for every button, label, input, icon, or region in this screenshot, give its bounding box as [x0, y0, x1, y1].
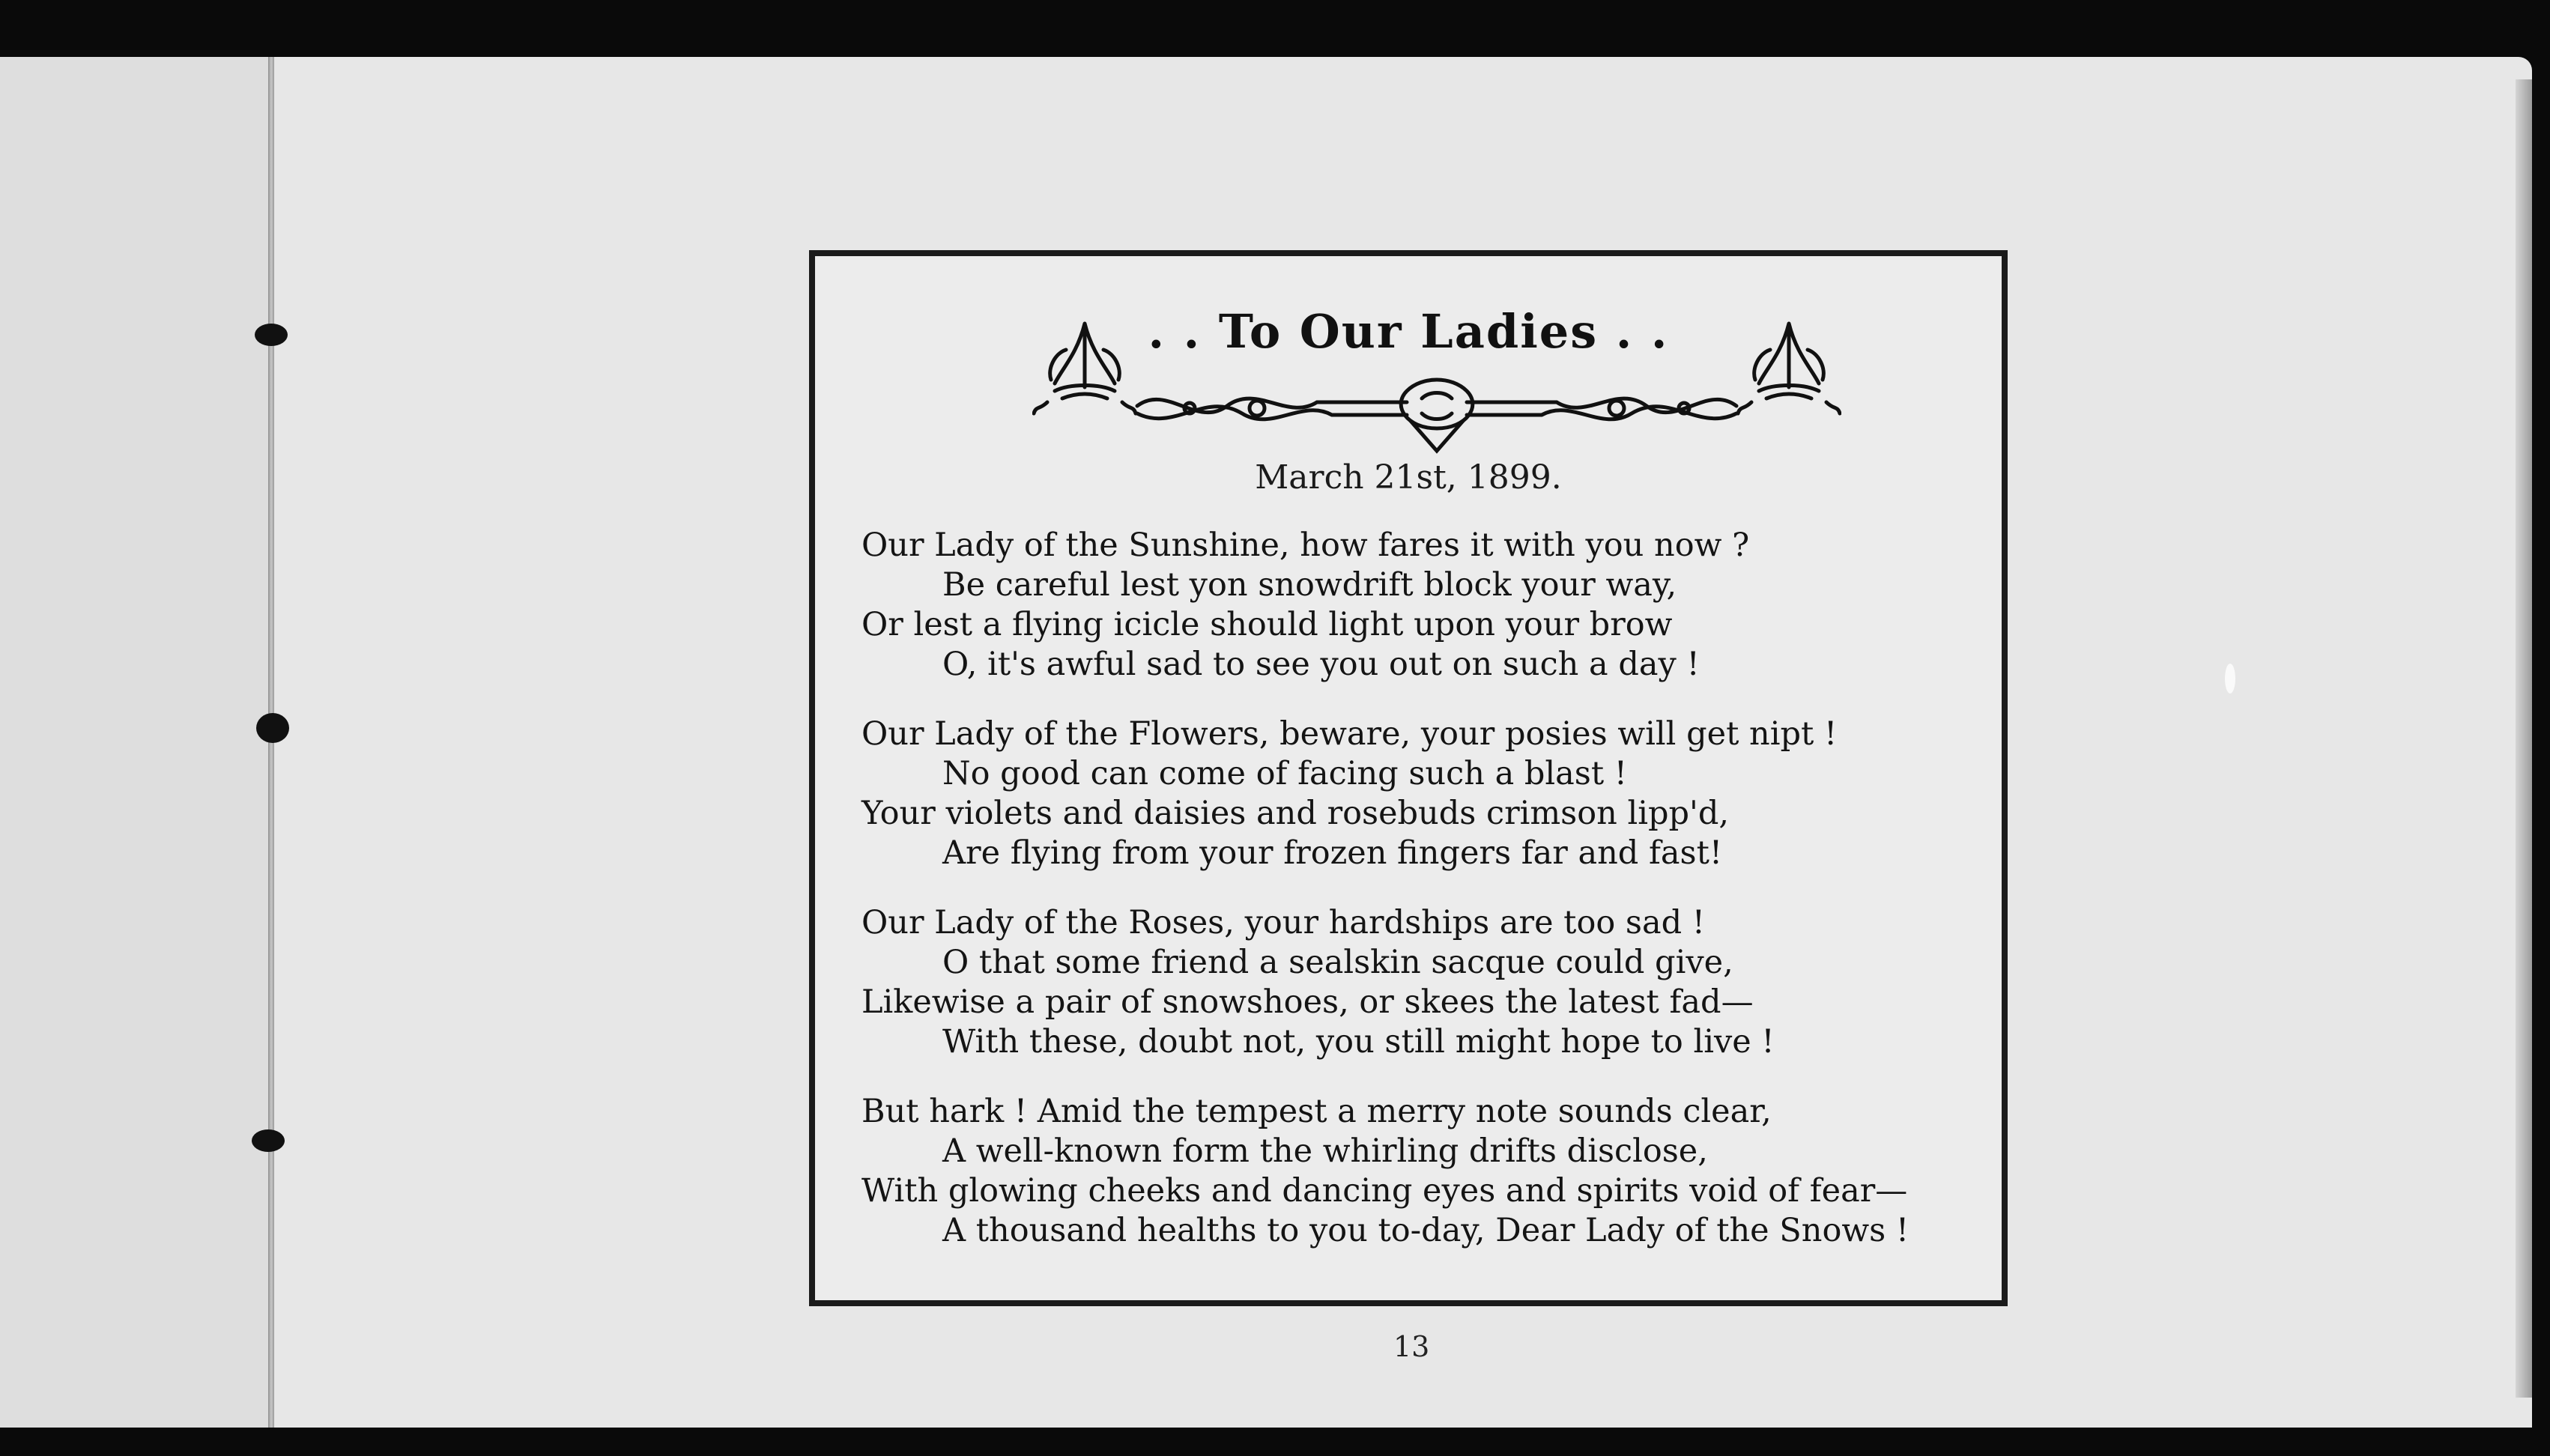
- stanza: [861, 1092, 2000, 1251]
- poem-line: Our Lady of the Flowers, beware, your posies will get nipt !: [861, 715, 1838, 753]
- stanza: [861, 715, 2000, 873]
- facing-page-edge: [0, 57, 271, 1428]
- poem-line: Our Lady of the Roses, your hardships are too sad !: [861, 904, 1706, 941]
- poem-line: With glowing cheeks and dancing eyes and spirits void of fear—: [861, 1172, 1908, 1210]
- poem-line: With these, doubt not, you still might hope to live !: [942, 1023, 1775, 1061]
- poem-line: O that some friend a sealskin sacque could give,: [942, 944, 1733, 981]
- binding-stitch-icon: [256, 713, 289, 743]
- poem-line: Your violets and daisies and rosebuds crimson lipp'd,: [861, 795, 1730, 832]
- poem-line: A thousand healths to you to-day, Dear Lady of the Snows !: [942, 1212, 1910, 1249]
- stanza: [861, 903, 2000, 1062]
- poem-frame: [809, 250, 2008, 1306]
- page-number: 13: [1393, 1330, 1430, 1363]
- fleur-finial-icon: [1738, 324, 1840, 413]
- poem-line: Or lest a flying icicle should light upon your brow: [861, 606, 1673, 643]
- dust-speck: [2225, 664, 2235, 694]
- poem-body: [861, 526, 2000, 1281]
- poem-line: Are flying from your frozen fingers far and fast!: [942, 834, 1723, 872]
- binding-stitch-icon: [255, 324, 288, 346]
- poem-date: March 21st, 1899.: [1255, 458, 1562, 497]
- poem-line: A well-known form the whirling drifts disclose,: [942, 1132, 1708, 1170]
- book-page: [0, 57, 2532, 1428]
- fleur-finial-icon: [1034, 324, 1136, 413]
- binding-stitch-icon: [252, 1129, 285, 1152]
- poem-title: . . To Our Ladies . .: [1148, 304, 1669, 359]
- poem-line: Our Lady of the Sunshine, how fares it with you now ?: [861, 527, 1750, 564]
- stanza: [861, 526, 2000, 685]
- poem-line: But hark ! Amid the tempest a merry note sounds clear,: [861, 1093, 1772, 1130]
- ornamental-divider-icon: [1032, 309, 1841, 458]
- poem-line: Likewise a pair of snowshoes, or skees the latest fad—: [861, 983, 1754, 1021]
- poem-line: No good can come of facing such a blast !: [942, 755, 1628, 792]
- poem-line: O, it's awful sad to see you out on such a day !: [942, 646, 1700, 683]
- poem-line: Be careful lest yon snowdrift block your way,: [942, 566, 1677, 604]
- page-edge: [2516, 79, 2532, 1398]
